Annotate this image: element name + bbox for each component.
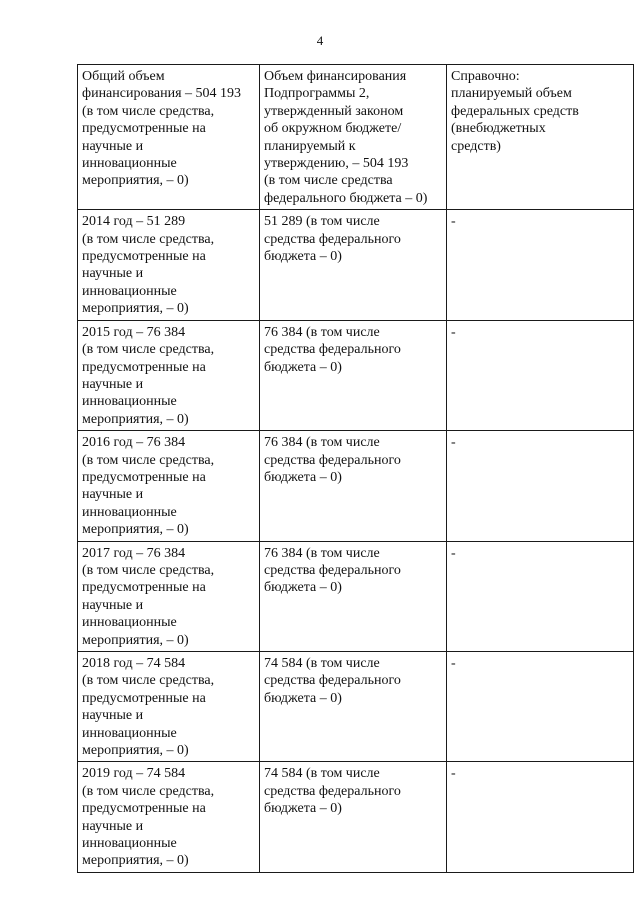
row-federal-2014: - [447,210,634,320]
row-federal-2015: - [447,320,634,430]
row-subprogram-2015: 76 384 (в том числе средства федерального бюджета – 0) [260,320,447,430]
header-total-financing: Общий объем финансирования – 504 193 (в том числе средства, предусмотренные на научные и инновационные мероприятия, – 0) [78,65,260,210]
table-row [78,652,634,762]
row-total-2017: 2017 год – 76 384 (в том числе средства, предусмотренные на научные и инновационные мероприятия, – 0) [78,541,260,651]
row-subprogram-2019: 74 584 (в том числе средства федерального бюджета – 0) [260,762,447,872]
row-federal-2019: - [447,762,634,872]
row-federal-2017: - [447,541,634,651]
table-row [78,541,634,651]
page-number: 4 [316,33,324,48]
row-subprogram-2017: 76 384 (в том числе средства федерального бюджета – 0) [260,541,447,651]
financing-table [77,64,634,873]
header-federal-reference: Справочно: планируемый объем федеральных средств (внебюджетных средств) [447,65,634,210]
row-federal-2018: - [447,652,634,762]
row-total-2019: 2019 год – 74 584 (в том числе средства, предусмотренные на научные и инновационные мероприятия, – 0) [78,762,260,872]
table-row [78,762,634,872]
table-header-row [78,65,634,210]
row-federal-2016: - [447,431,634,541]
table-row [78,320,634,430]
row-total-2018: 2018 год – 74 584 (в том числе средства, предусмотренные на научные и инновационные мероприятия, – 0) [78,652,260,762]
row-total-2015: 2015 год – 76 384 (в том числе средства, предусмотренные на научные и инновационные мероприятия, – 0) [78,320,260,430]
row-subprogram-2014: 51 289 (в том числе средства федерального бюджета – 0) [260,210,447,320]
row-subprogram-2018: 74 584 (в том числе средства федерального бюджета – 0) [260,652,447,762]
table-row [78,431,634,541]
header-subprogram-financing: Объем финансирования Подпрограммы 2, утвержденный законом об окружном бюджете/ планируемый к утверждению, – 504 193 (в том числе средства федерального бюджета – 0) [260,65,447,210]
row-total-2014: 2014 год – 51 289 (в том числе средства, предусмотренные на научные и инновационные мероприятия, – 0) [78,210,260,320]
row-subprogram-2016: 76 384 (в том числе средства федерального бюджета – 0) [260,431,447,541]
row-total-2016: 2016 год – 76 384 (в том числе средства, предусмотренные на научные и инновационные мероприятия, – 0) [78,431,260,541]
table-row [78,210,634,320]
